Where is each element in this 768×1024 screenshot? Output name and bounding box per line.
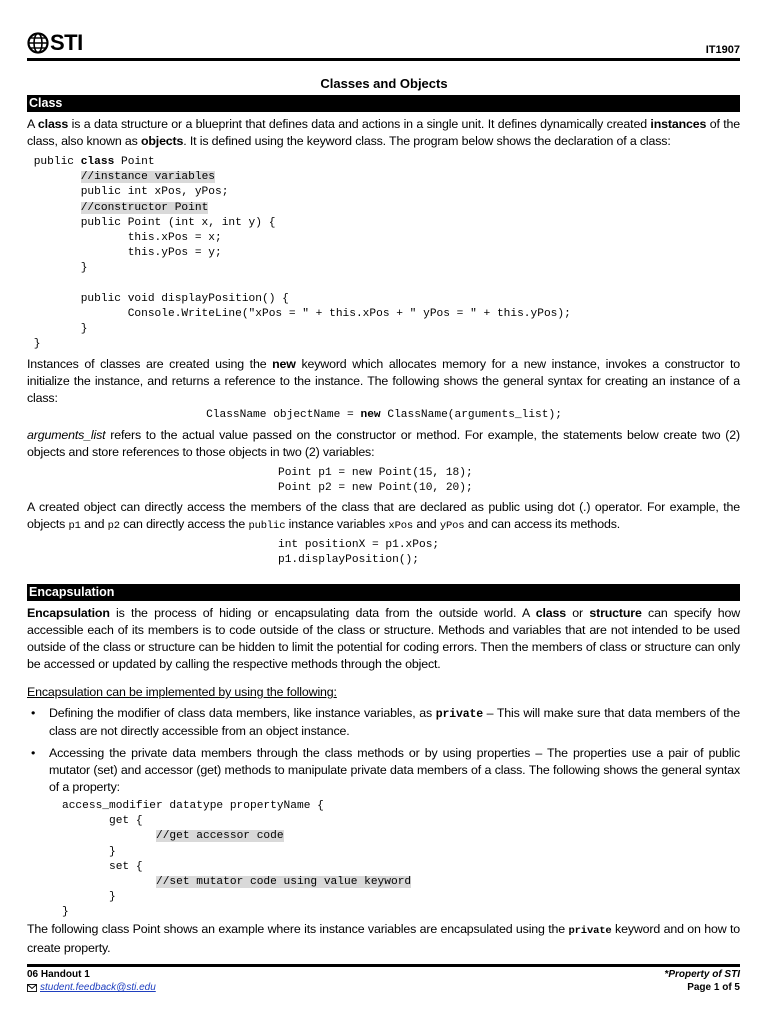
handout-label: 06 Handout 1 xyxy=(27,969,90,980)
implementation-heading: Encapsulation can be implemented by using the following: xyxy=(27,685,337,699)
feedback-email xyxy=(27,982,156,993)
member-access-code: int positionX = p1.xPos; p1.displayPosition(); xyxy=(278,539,440,567)
list-item: • Accessing the private data members through the class methods or by using properties – The properties use a pair of public mutator (set) and accessor (get) methods to manipulate private data members of a class. The following shows the general syntax of a property: xyxy=(31,746,740,794)
instance-syntax: ClassName objectName = new ClassName(arguments_list); xyxy=(206,409,562,421)
sti-logo xyxy=(27,30,83,56)
arguments-paragraph: arguments_list refers to the actual value passed on the constructor or method. For example, the statements below create two (2) objects and store references to those objects in two (2) variables: xyxy=(27,428,740,459)
code-line: this.xPos = x; xyxy=(27,232,222,245)
page-number: Page 1 of 5 xyxy=(687,982,740,993)
code-line xyxy=(27,277,571,292)
header-rule xyxy=(27,58,740,61)
class-definition-paragraph: A class is a data structure or a blueprint that defines data and actions in a single unit. It defines dynamically created instances of the class, also known as objects. It is defined using the keyword class. The program below shows the declaration of a class: xyxy=(27,117,740,148)
feedback-email-link[interactable]: student.feedback@sti.edu xyxy=(40,982,156,993)
page-title: Classes and Objects xyxy=(320,76,448,91)
code-line: public class Point xyxy=(27,156,155,168)
property-syntax-code: access_modifier datatype propertyName { get { //get accessor code } set { //set mutator code using value keyword } } xyxy=(62,800,412,919)
code-line: this.yPos = y; xyxy=(27,247,222,260)
code-line: //constructor Point xyxy=(80,201,209,214)
section-heading-encapsulation: Encapsulation xyxy=(27,584,740,601)
instances-paragraph: Instances of classes are created using the new keyword which allocates memory for a new instance, invokes a constructor to initialize the instance, and returns a reference to the instance. The following shows the general syntax for creating an instance of a class: xyxy=(27,357,740,405)
property-notice: *Property of STI xyxy=(664,969,740,980)
footer-rule xyxy=(27,964,740,967)
encapsulation-bullets xyxy=(27,705,740,801)
code-line: public int xPos, yPos; xyxy=(27,186,229,199)
code-line: } xyxy=(27,338,41,351)
closing-paragraph: The following class Point shows an example where its instance variables are encapsulated using the private keyword and on how to create property. xyxy=(27,922,740,955)
code-line: } xyxy=(27,262,88,275)
logo-text: STI xyxy=(50,30,83,55)
code-line: //instance variables xyxy=(80,171,215,184)
encapsulation-paragraph: Encapsulation is the process of hiding or encapsulating data from the outside world. A class or structure can specify how accessible each of its members is to code outside of the class or structure. Methods and variables that are not intended to be used outside of the class or structure can be hidden to limit the potential for coding errors. Then the members of class or structure can only be accessed or updated by calling the respective methods through the object. xyxy=(27,606,741,671)
access-paragraph: A created object can directly access the members of the class that are declared as public using dot (.) operator. For example, the objects p1 and p2 can directly access the public instance variables xPos and yPos and can access its methods. xyxy=(27,500,740,532)
class-code-block xyxy=(27,155,571,353)
code-line: } xyxy=(27,323,88,336)
list-item: • Defining the modifier of class data members, like instance variables, as private – This will make sure that data members of the class are not directly accessible from an object instance. xyxy=(31,706,740,738)
object-creation-code: Point p1 = new Point(15, 18); Point p2 = new Point(10, 20); xyxy=(278,467,473,495)
section-heading-class: Class xyxy=(27,95,740,112)
code-line: public Point (int x, int y) { xyxy=(27,216,276,229)
course-code: IT1907 xyxy=(705,44,740,56)
globe-icon xyxy=(27,32,49,54)
code-line: Console.WriteLine("xPos = " + this.xPos + " yPos = " + this.yPos); xyxy=(27,308,571,321)
code-line: public void displayPosition() { xyxy=(27,292,289,305)
mail-icon xyxy=(27,984,37,992)
